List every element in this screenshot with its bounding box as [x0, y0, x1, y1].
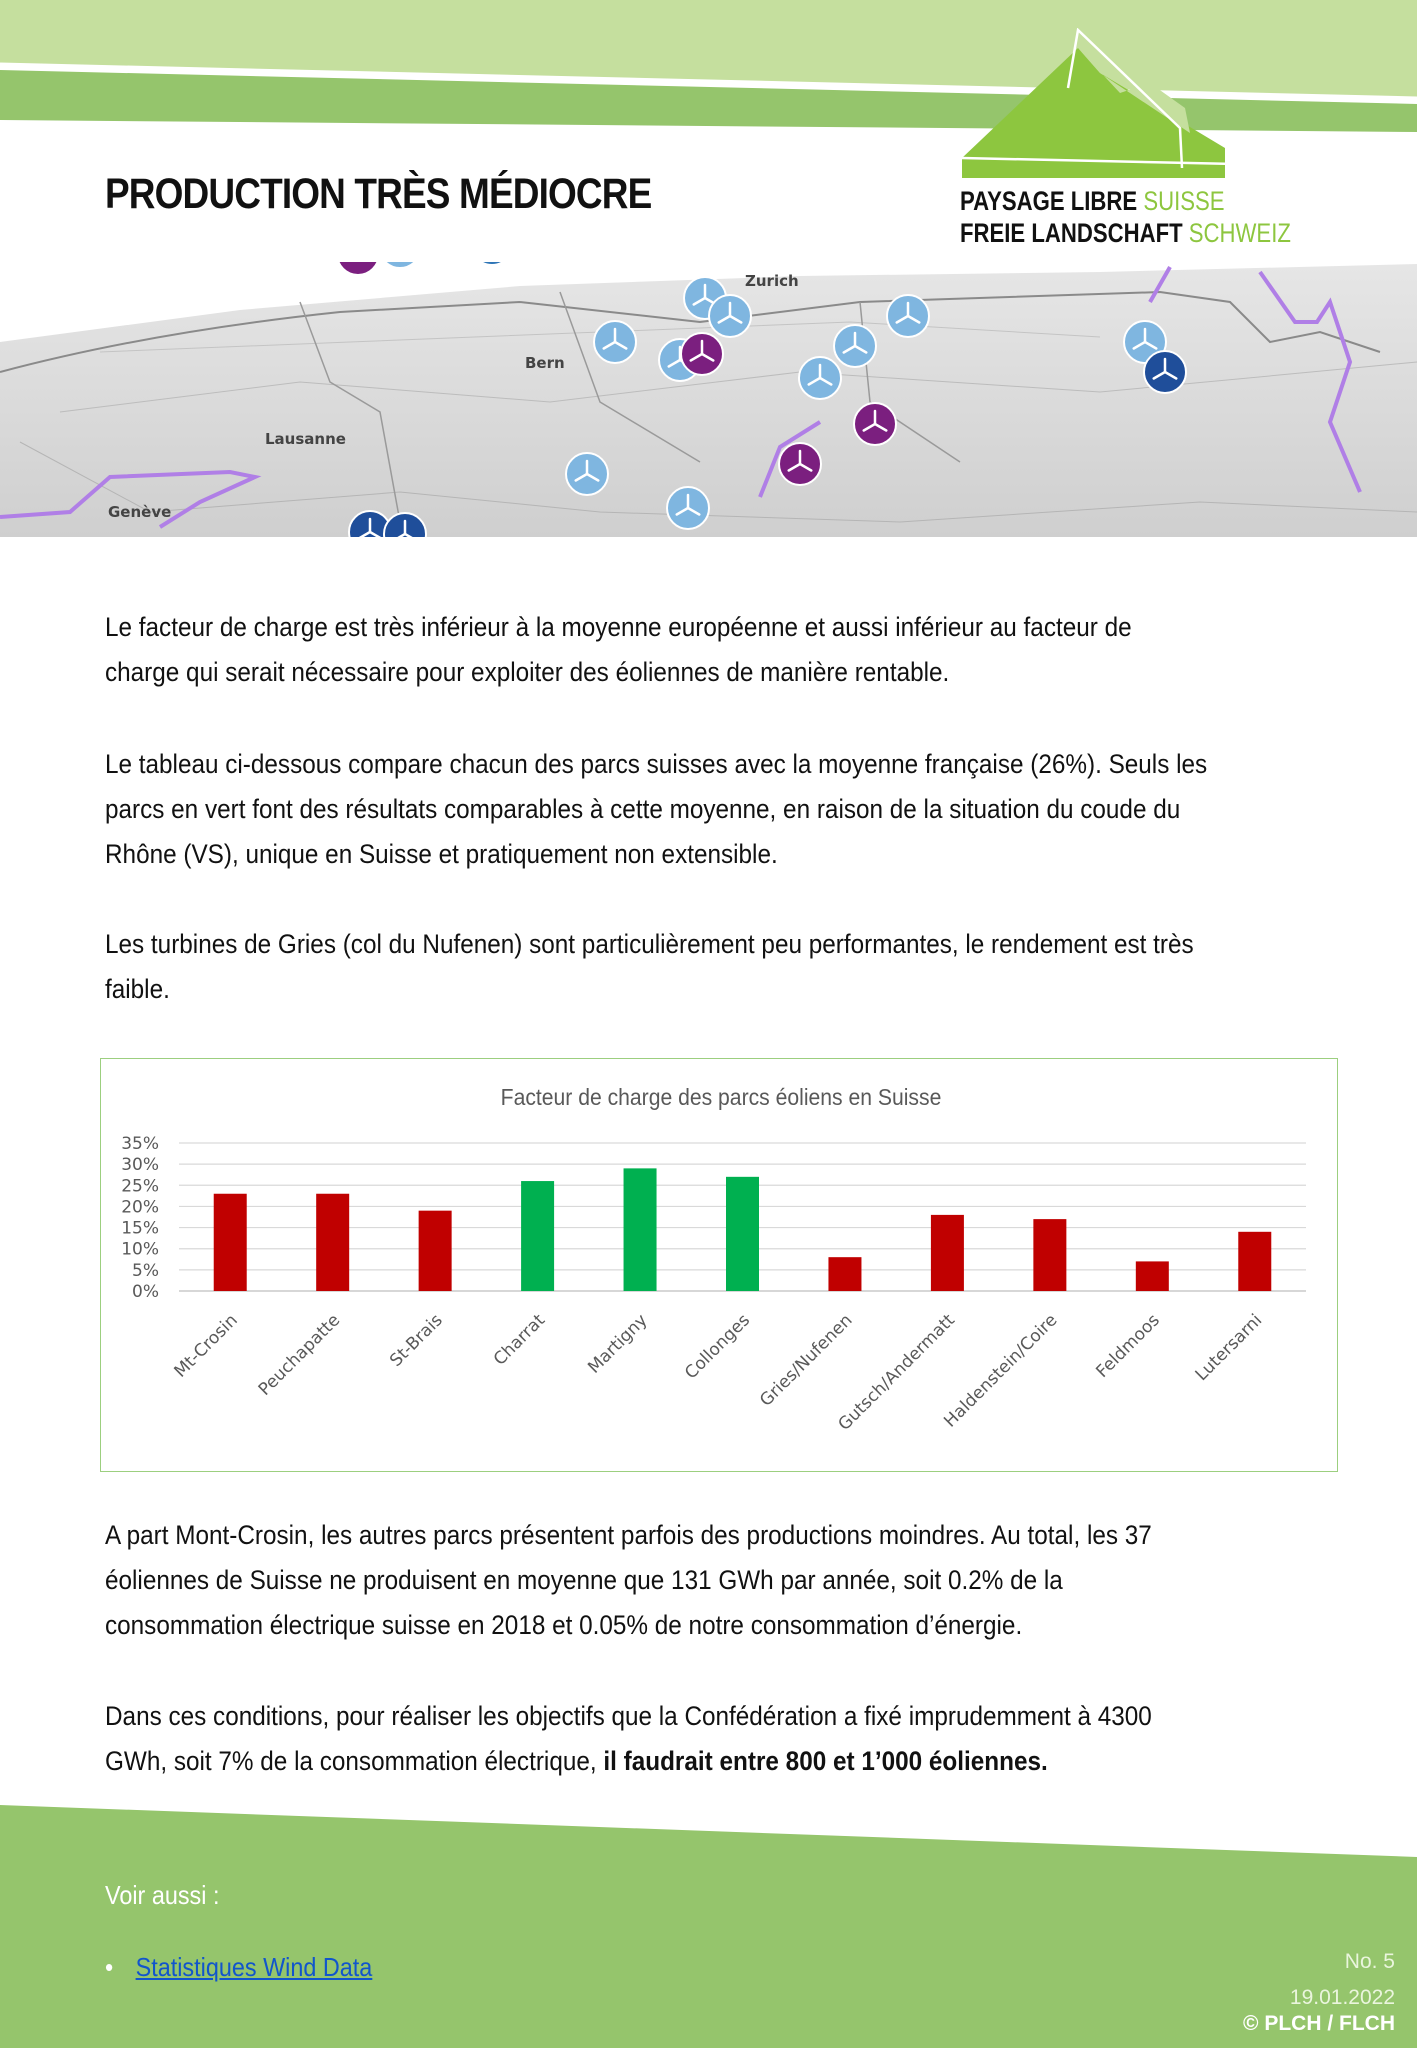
wind-turbine-icon: [887, 295, 929, 337]
chart-frame: [100, 1058, 1338, 1472]
see-also-label: Voir aussi :: [105, 1880, 220, 1910]
footer-background: [0, 1805, 1417, 2048]
map-label-lausanne: Lausanne: [265, 430, 346, 448]
wind-turbine-icon: [681, 333, 723, 375]
bar-charrat: [521, 1181, 554, 1291]
wind-turbine-icon: [379, 262, 421, 268]
map-label-zurich: Zurich: [745, 272, 799, 290]
bar-gries-nufenen: [828, 1257, 861, 1291]
x-tick-label: Gries/Nufenen: [756, 1310, 857, 1411]
wind-turbine-icon: [667, 487, 709, 529]
wind-turbine-icon: [709, 295, 751, 337]
page-title: PRODUCTION TRÈS MÉDIOCRE: [105, 170, 652, 218]
footer-link-row: [105, 1952, 372, 1983]
bar-st-brais: [419, 1211, 452, 1291]
y-tick-label: 35%: [121, 1134, 159, 1154]
bar-peuchapatte: [316, 1194, 349, 1291]
objectives-conclusion: il faudrait entre 800 et 1’000 éoliennes.: [603, 1746, 1048, 1776]
bullet-icon: •: [105, 1952, 114, 1982]
x-tick-label: St-Brais: [386, 1310, 447, 1371]
map-label-geneve: Genève: [108, 503, 172, 521]
x-tick-label: Collonges: [681, 1310, 755, 1384]
objectives-text: Dans ces conditions, pour réaliser les objectifs que la Confédération a fixé imprudemment à 4300 GWh, soit 7% de la consommation électrique,: [105, 1701, 1152, 1776]
copyright: © PLCH / FLCH: [1243, 2012, 1395, 2035]
bar-lutersarni: [1238, 1232, 1271, 1291]
wind-turbine-icon: [799, 357, 841, 399]
bar-collonges: [726, 1177, 759, 1291]
bar-martigny: [624, 1168, 657, 1291]
issue-date: 19.01.2022: [1289, 1986, 1395, 2009]
x-tick-label: Gutsch/Andermatt: [834, 1310, 959, 1435]
bar-gutsch-andermatt: [931, 1215, 964, 1291]
map-label-bern: Bern: [525, 354, 565, 372]
logo-text-line-1: PAYSAGE LIBRE SUISSE: [960, 186, 1225, 216]
y-tick-label: 5%: [132, 1260, 159, 1281]
paragraph-load-factor: Le facteur de charge est très inférieur à la moyenne européenne et aussi inférieur au facteur de charge qui serait nécessaire pour exploiter des éoliennes de manière rentable.: [105, 612, 1132, 687]
bar-haldenstein-coire: [1033, 1219, 1066, 1291]
x-tick-label: Peuchapatte: [254, 1310, 345, 1400]
wind-turbine-icon: [854, 403, 896, 445]
wind-data-link[interactable]: Statistiques Wind Data: [135, 1952, 373, 1982]
issue-number: No. 5: [1344, 1950, 1395, 1973]
x-tick-label: Haldenstein/Coire: [940, 1310, 1062, 1432]
wind-turbine-icon: [779, 443, 821, 485]
wind-turbine-icon: [337, 262, 379, 275]
bar-mt-crosin: [214, 1194, 247, 1291]
y-tick-label: 15%: [121, 1218, 159, 1239]
x-tick-label: Charrat: [489, 1310, 550, 1370]
paragraph-objectives: [105, 1694, 1212, 1784]
wind-turbine-icon: [566, 453, 608, 495]
x-tick-label: Martigny: [584, 1310, 652, 1378]
paragraph-total-production: A part Mont-Crosin, les autres parcs présentent parfois des productions moindres. Au total, les 37 éoliennes de Suisse ne produisent en moyenne que 131 GWh par année, soit 0.2% de la consommation électrique suisse en 2018 et 0.05% de notre consommation d’énergie.: [105, 1520, 1152, 1640]
wind-turbine-icon: [594, 321, 636, 363]
y-tick-label: 20%: [121, 1197, 159, 1218]
y-tick-label: 25%: [121, 1176, 159, 1197]
load-factor-bar-chart: [101, 1059, 1339, 1473]
swiss-wind-farm-map: [0, 262, 1417, 537]
paragraph-comparison: Le tableau ci-dessous compare chacun des parcs suisses avec la moyenne française (26%). Seuls les parcs en vert font des résultats comparables à cette moyenne, en raison de la situation du coude du Rhône (VS), unique en Suisse et pratiquement non extensible.: [105, 749, 1208, 869]
wind-turbine-icon: [1144, 351, 1186, 393]
wind-turbine-icon: [834, 325, 876, 367]
logo-text-line-2: FREIE LANDSCHAFT SCHWEIZ: [960, 218, 1291, 248]
bar-feldmoos: [1136, 1261, 1169, 1291]
chart-title: Facteur de charge des parcs éoliens en Suisse: [500, 1084, 942, 1111]
x-tick-label: Mt-Crosin: [170, 1310, 242, 1382]
y-tick-label: 0%: [132, 1282, 159, 1302]
x-tick-label: Lutersarni: [1191, 1310, 1267, 1386]
y-tick-label: 30%: [121, 1155, 159, 1176]
y-tick-label: 10%: [121, 1239, 159, 1260]
x-tick-label: Feldmoos: [1092, 1310, 1164, 1382]
paragraph-gries: Les turbines de Gries (col du Nufenen) sont particulièrement peu performantes, le rendement est très faible.: [105, 929, 1194, 1004]
wind-turbine-icon: [471, 262, 513, 265]
